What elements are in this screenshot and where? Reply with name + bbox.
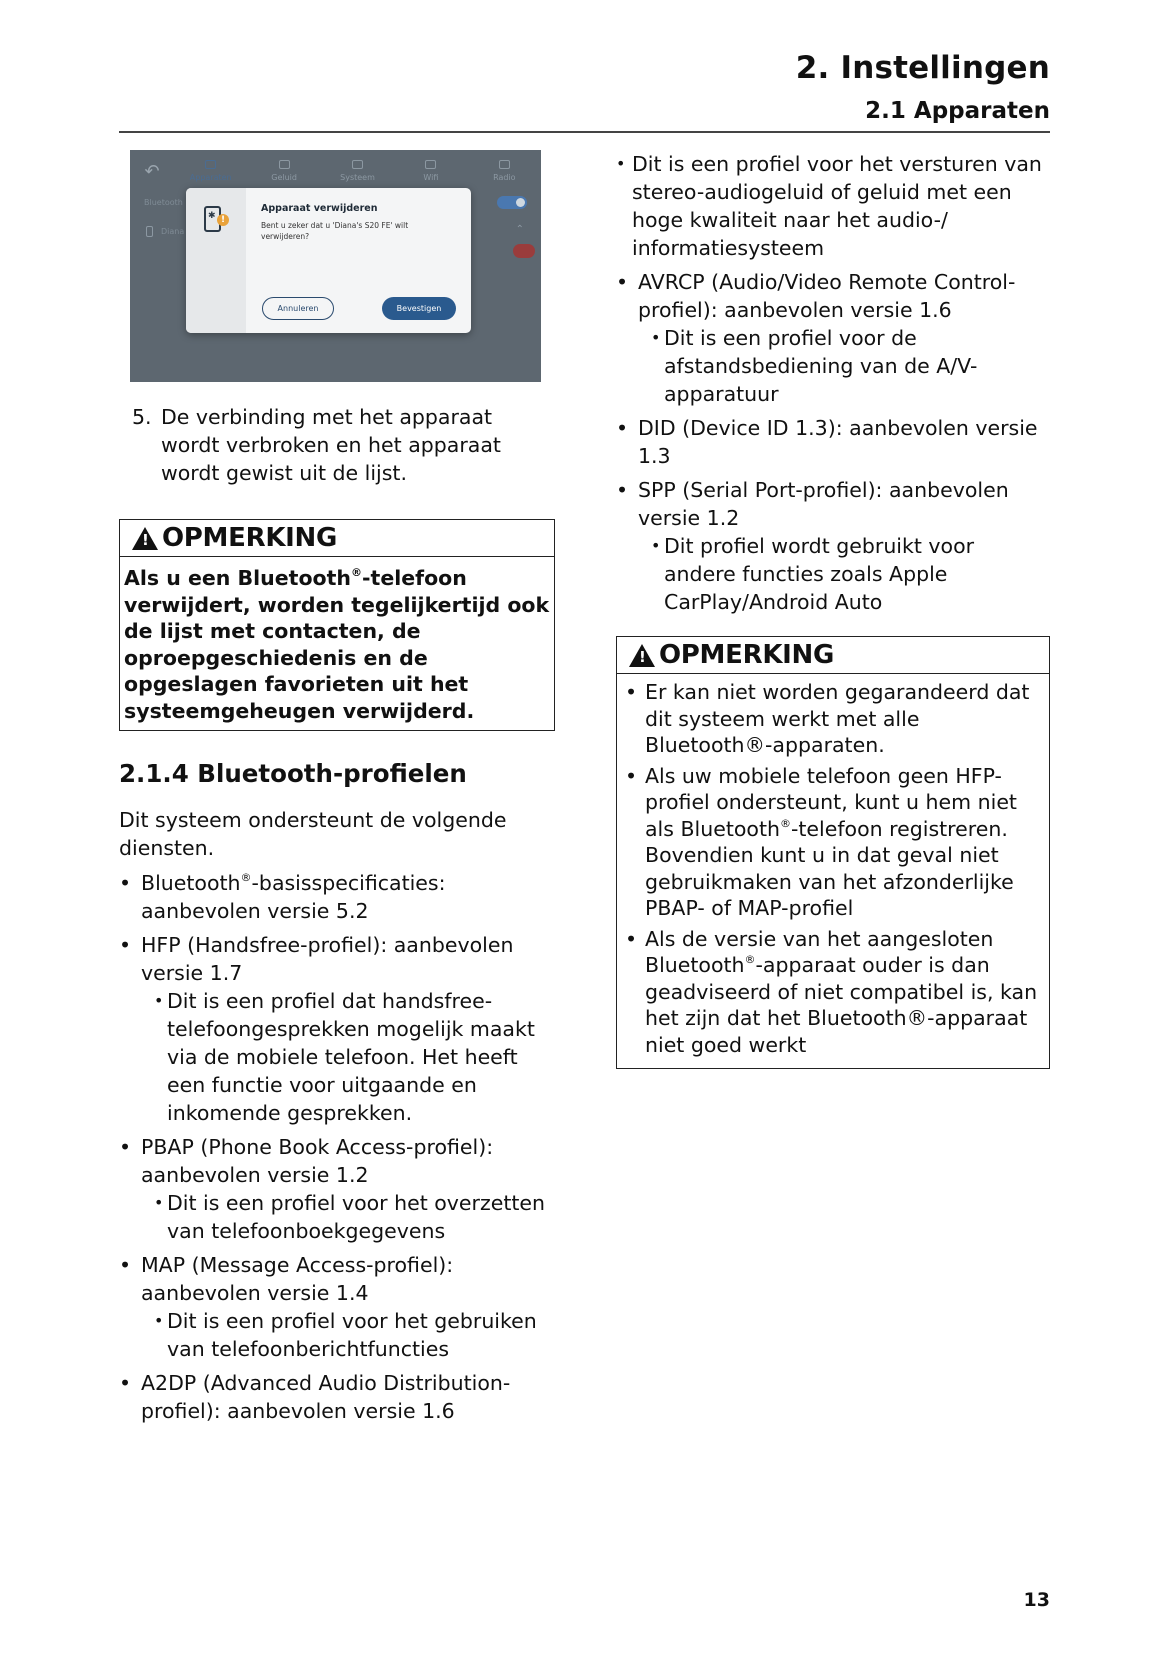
intro-text: Dit systeem ondersteunt de volgende diensten. <box>119 808 507 860</box>
tab-radio: Radio <box>468 150 541 192</box>
sub-list-item: • Dit profiel wordt gebruikt voor andere functies zoals Apple CarPlay/Android Auto <box>638 532 1050 616</box>
list-item: • A2DP (Advanced Audio Distribution-profiel): aanbevolen versie 1.6 <box>119 1369 555 1425</box>
list-item: • HFP (Handsfree-profiel): aanbevolen versie 1.7 • Dit is een profiel dat handsfree-telefoongesprekken mogelijk maakt via de mobiele telefoon. Het heeft een functie voor uitgaande en inkomende gesprekken. <box>119 931 555 1127</box>
step-text: De verbinding met het apparaat wordt verbroken en het apparaat wordt gewist uit de lijst. <box>161 405 501 485</box>
profile-list-right <box>616 150 1050 262</box>
speaker-icon <box>279 160 290 169</box>
list-item: • AVRCP (Audio/Video Remote Control-profiel): aanbevolen versie 1.6 • Dit is een profiel voor de afstandsbediening van de A/V-apparatuur <box>616 268 1050 408</box>
note-heading: ! OPMERKING <box>120 520 554 557</box>
list-item: • Bluetooth®-basisspecificaties: aanbevolen versie 5.2 <box>119 869 555 925</box>
remove-device-dialog <box>186 188 471 333</box>
sub-list-item: • Dit is een profiel dat handsfree-telefoongesprekken mogelijk maakt via de mobiele telefoon. Het heeft een functie voor uitgaande en inkomende gesprekken. <box>141 987 555 1127</box>
warning-icon: ! <box>629 644 655 667</box>
note-text: Als u een Bluetooth®-telefoon verwijdert, worden tegelijkertijd ook de lijst met contacten, de oproepgeschiedenis en de opgeslagen favorieten uit het systeemgeheugen verwijderd. <box>124 566 550 723</box>
note-item: • Als de versie van het aangesloten Bluetooth®-apparaat ouder is dan geadviseerd of niet compatibel is, kan het zijn dat het Bluetooth®-apparaat niet goed werkt <box>623 926 1041 1059</box>
screenshot-image <box>130 150 541 382</box>
tab-apparaten: Apparaten <box>174 150 247 192</box>
sub-list-item: • Dit is een profiel voor de afstandsbediening van de A/V-apparatuur <box>638 324 1050 408</box>
subsection-title: 2.1.4 Bluetooth-profielen <box>119 759 467 788</box>
step-number: 5. <box>132 405 152 429</box>
tab-wifi: Wifi <box>394 150 467 192</box>
dialog-title: Apparaat verwijderen <box>261 203 378 214</box>
note-item: • Er kan niet worden gegarandeerd dat dit systeem werkt met alle Bluetooth®-apparaten. <box>623 679 1041 759</box>
note-list <box>617 674 1049 1068</box>
tab-systeem: Systeem <box>321 150 394 192</box>
header-divider <box>119 131 1050 133</box>
note-box-right <box>616 636 1050 1069</box>
left-column <box>119 150 555 1425</box>
profile-list-right-2 <box>616 268 1050 616</box>
bluetooth-label: Bluetooth <box>144 198 183 207</box>
section-title: 2.1 Apparaten <box>865 98 1050 124</box>
warning-icon: ! <box>132 527 158 550</box>
sub-list-item: • Dit is een profiel voor het versturen van stereo-audiogeluid of geluid met een hoge kwaliteit naar het audio-/ informatiesysteem <box>616 150 1050 262</box>
bluetooth-toggle <box>497 196 527 209</box>
profile-list-left <box>119 869 555 1425</box>
dialog-message: Bent u zeker dat u 'Diana's S20 FE' wilt verwijderen? <box>261 221 409 241</box>
confirm-button: Bevestigen <box>382 297 456 320</box>
screenshot-tabbar <box>130 150 541 192</box>
delete-button <box>513 244 535 258</box>
devices-icon <box>205 160 216 169</box>
list-item: • SPP (Serial Port-profiel): aanbevolen versie 1.2 • Dit profiel wordt gebruikt voor andere functies zoals Apple CarPlay/Android Auto <box>616 476 1050 616</box>
list-item: • DID (Device ID 1.3): aanbevolen versie 1.3 <box>616 414 1050 470</box>
phone-icon <box>146 226 153 237</box>
note-heading: ! OPMERKING <box>617 637 1049 674</box>
warning-badge-icon: ! <box>217 214 229 226</box>
cancel-button: Annuleren <box>262 297 334 320</box>
right-column <box>616 150 1050 1069</box>
chevron-up-icon: ⌃ <box>515 224 524 235</box>
note-box-left <box>119 519 555 731</box>
wifi-icon <box>425 160 436 169</box>
sub-list-item: • Dit is een profiel voor het gebruiken van telefoonberichtfuncties <box>141 1307 555 1363</box>
radio-icon <box>499 160 510 169</box>
system-icon <box>352 160 363 169</box>
bluetooth-phone-icon: ✱ <box>204 206 221 232</box>
list-item: • PBAP (Phone Book Access-profiel): aanbevolen versie 1.2 • Dit is een profiel voor het overzetten van telefoonboekgegevens <box>119 1133 555 1245</box>
tab-geluid: Geluid <box>247 150 320 192</box>
page-number: 13 <box>1023 1589 1050 1611</box>
sub-list-item: • Dit is een profiel voor het overzetten van telefoonboekgegevens <box>141 1189 555 1245</box>
note-item: • Als uw mobiele telefoon geen HFP-profiel ondersteunt, kunt u hem niet als Bluetooth®-telefoon registreren. Bovendien kunt u in dat geval niet gebruikmaken van het afzonderlijke PBAP- of MAP-profiel <box>623 763 1041 922</box>
chapter-title: 2. Instellingen <box>795 50 1050 86</box>
back-icon: ↶ <box>144 160 160 182</box>
device-row: Diana <box>146 226 184 237</box>
step-5 <box>119 403 555 487</box>
list-item: • MAP (Message Access-profiel): aanbevolen versie 1.4 • Dit is een profiel voor het gebruiken van telefoonberichtfuncties <box>119 1251 555 1363</box>
